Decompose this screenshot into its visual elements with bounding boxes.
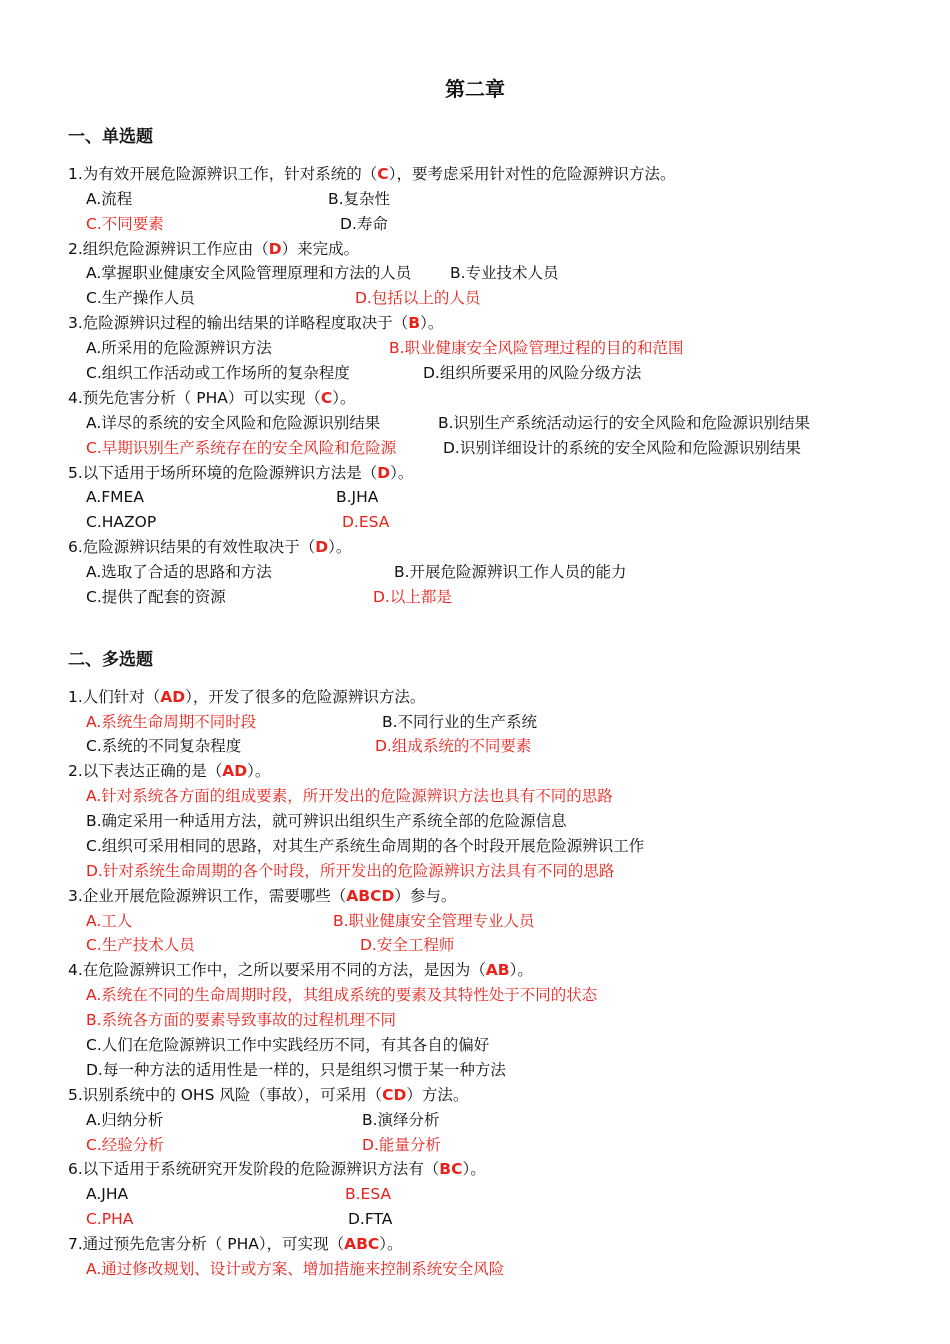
- chapter-title: 第二章: [445, 77, 505, 101]
- answer-key: B: [408, 314, 421, 332]
- answer-key: C: [320, 389, 333, 407]
- question-stem: 1.人们针对（AD），开发了很多的危险源辨识方法。: [68, 688, 426, 706]
- option-correct: B.ESA: [345, 1185, 392, 1203]
- question-stem: 6.危险源辨识结果的有效性取决于（D）。: [68, 538, 352, 556]
- option-correct: C.生产技术人员: [86, 936, 195, 954]
- section-heading-multiple-choice: 二、多选题: [68, 650, 153, 670]
- option: C.人们在危险源辨识工作中实践经历不同，有其各自的偏好: [86, 1036, 490, 1054]
- option-correct: D.能量分析: [362, 1136, 441, 1154]
- option: A.流程: [86, 190, 133, 208]
- answer-key: D: [315, 538, 329, 556]
- option-correct: A.系统生命周期不同时段: [86, 713, 257, 731]
- option-correct: D.以上都是: [373, 588, 452, 606]
- answer-key: AB: [485, 961, 510, 979]
- answer-key: D: [268, 240, 282, 258]
- option-correct: A.工人: [86, 912, 133, 930]
- option: A.FMEA: [86, 488, 144, 506]
- option: A.归纳分析: [86, 1111, 164, 1129]
- option: A.详尽的系统的安全风险和危险源识别结果: [86, 414, 381, 432]
- question-stem: 4.在危险源辨识工作中，之所以要采用不同的方法，是因为（AB）。: [68, 961, 533, 979]
- option-correct: B.职业健康安全风险管理过程的目的和范围: [389, 339, 684, 357]
- option: B.专业技术人员: [450, 264, 559, 282]
- option-correct: B.职业健康安全管理专业人员: [333, 912, 535, 930]
- option-correct: C.早期识别生产系统存在的安全风险和危险源: [86, 439, 397, 457]
- option: C.生产操作人员: [86, 289, 195, 307]
- answer-key: AD: [222, 762, 248, 780]
- question-stem: 2.以下表达正确的是（AD）。: [68, 762, 271, 780]
- answer-key: C: [377, 165, 389, 183]
- option: B.开展危险源辨识工作人员的能力: [394, 563, 627, 581]
- option: B.识别生产系统活动运行的安全风险和危险源识别结果: [438, 414, 811, 432]
- option: C.组织可采用相同的思路，对其生产系统生命周期的各个时段开展危险源辨识工作: [86, 837, 645, 855]
- answer-key: ABCD: [346, 887, 395, 905]
- option-correct: A.通过修改规划、设计或方案、增加措施来控制系统安全风险: [86, 1260, 505, 1278]
- option-correct: D.组成系统的不同要素: [375, 737, 532, 755]
- option: B.复杂性: [328, 190, 391, 208]
- option: D.组织所要采用的风险分级方法: [423, 364, 642, 382]
- option: C.系统的不同复杂程度: [86, 737, 242, 755]
- option: B.不同行业的生产系统: [382, 713, 538, 731]
- option: A.选取了合适的思路和方法: [86, 563, 272, 581]
- option-correct: C.不同要素: [86, 215, 164, 233]
- option: C.组织工作活动或工作场所的复杂程度: [86, 364, 350, 382]
- answer-key: CD: [382, 1086, 407, 1104]
- option-correct: D.包括以上的人员: [355, 289, 481, 307]
- answer-key: AD: [160, 688, 186, 706]
- answer-key: BC: [439, 1160, 463, 1178]
- answer-key: ABC: [344, 1235, 380, 1253]
- option: A.掌握职业健康安全风险管理原理和方法的人员: [86, 264, 412, 282]
- option-correct: A.针对系统各方面的组成要素，所开发出的危险源辨识方法也具有不同的思路: [86, 787, 613, 805]
- option-correct: B.系统各方面的要素导致事故的过程机理不同: [86, 1011, 397, 1029]
- question-stem: 4.预先危害分析（ PHA）可以实现（C）。: [68, 389, 356, 407]
- option: B.JHA: [336, 488, 379, 506]
- question-stem: 7.通过预先危害分析（ PHA），可实现（ABC）。: [68, 1235, 403, 1253]
- option-correct: D.针对系统生命周期的各个时段，所开发出的危险源辨识方法具有不同的思路: [86, 862, 615, 880]
- answer-key: D: [377, 464, 391, 482]
- option: D.每一种方法的适用性是一样的，只是组织习惯于某一种方法: [86, 1061, 506, 1079]
- option: C.提供了配套的资源: [86, 588, 226, 606]
- question-stem: 2.组织危险源辨识工作应由（D）来完成。: [68, 240, 360, 258]
- option-correct: D.安全工程师: [360, 936, 455, 954]
- option: D.识别详细设计的系统的安全风险和危险源识别结果: [443, 439, 801, 457]
- question-stem: 5.以下适用于场所环境的危险源辨识方法是（D）。: [68, 464, 414, 482]
- question-stem: 6.以下适用于系统研究开发阶段的危险源辨识方法有（BC）。: [68, 1160, 486, 1178]
- question-stem: 1.为有效开展危险源辨识工作，针对系统的（C），要考虑采用针对性的危险源辨识方法。: [68, 165, 676, 183]
- option: D.FTA: [348, 1210, 393, 1228]
- option: B.确定采用一种适用方法，就可辨识出组织生产系统全部的危险源信息: [86, 812, 567, 830]
- option-correct: C.经验分析: [86, 1136, 164, 1154]
- option: A.所采用的危险源辨识方法: [86, 339, 272, 357]
- option: B.演绎分析: [362, 1111, 440, 1129]
- option-correct: D.ESA: [342, 513, 390, 531]
- question-stem: 3.企业开展危险源辨识工作，需要哪些（ABCD）参与。: [68, 887, 457, 905]
- option: A.JHA: [86, 1185, 129, 1203]
- question-stem: 3.危险源辨识过程的输出结果的详略程度取决于（B）。: [68, 314, 444, 332]
- option-correct: A.系统在不同的生命周期时段，其组成系统的要素及其特性处于不同的状态: [86, 986, 598, 1004]
- question-stem: 5.识别系统中的 OHS 风险（事故），可采用（CD）方法。: [68, 1086, 469, 1104]
- section-heading-single-choice: 一、单选题: [68, 127, 153, 147]
- option: C.HAZOP: [86, 513, 157, 531]
- option: D.寿命: [340, 215, 388, 233]
- option-correct: C.PHA: [86, 1210, 134, 1228]
